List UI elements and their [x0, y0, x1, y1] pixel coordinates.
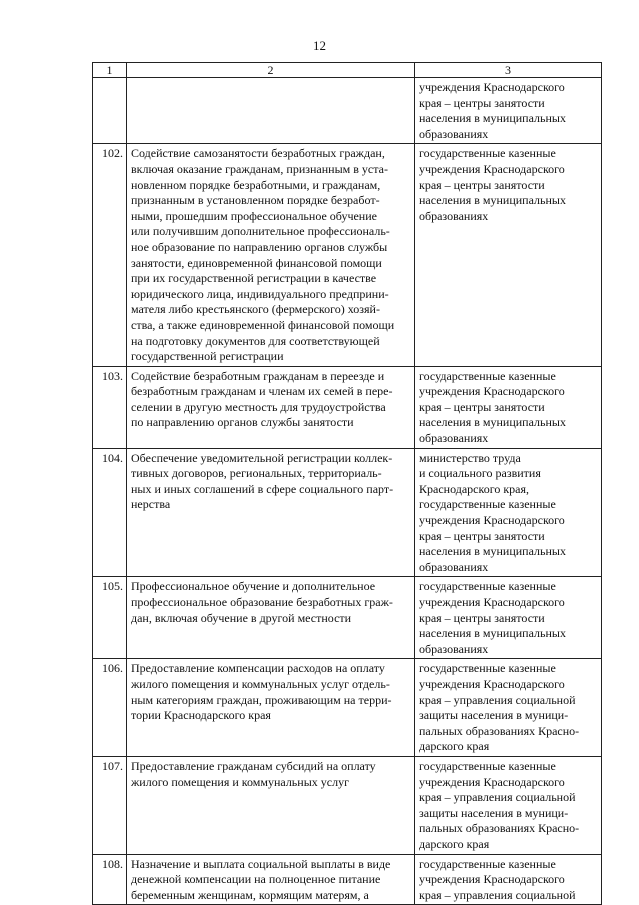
responsible-agency: государственные казенные учреждения Краснодарского края – центры занятости населения в муниципальных образованиях [415, 577, 602, 659]
row-number: 108. [93, 854, 127, 905]
responsible-agency: министерство труда и социального развития Краснодарского края, государственные казенные учреждения Краснодарского края – центры занятости населения в муниципальных образованиях [415, 448, 602, 577]
table-row [93, 78, 602, 144]
responsible-agency: государственные казенные учреждения Краснодарского края – управления социальной [415, 854, 602, 905]
header-col-1: 1 [93, 63, 127, 78]
table-row [93, 854, 602, 905]
row-number [93, 78, 127, 144]
service-description: Предоставление компенсации расходов на оплату жилого помещения и коммунальных услуг отдель- ным категориям граждан, проживающим на терри- тории Краснодарского края [127, 659, 415, 757]
row-number: 105. [93, 577, 127, 659]
table-row [93, 577, 602, 659]
page-number: 12 [313, 38, 326, 53]
responsible-agency: учреждения Краснодарского края – центры занятости населения в муниципальных образованиях [415, 78, 602, 144]
row-number: 102. [93, 144, 127, 366]
responsible-agency: государственные казенные учреждения Краснодарского края – центры занятости населения в муниципальных образованиях [415, 144, 602, 366]
service-description [127, 78, 415, 144]
table-row [93, 366, 602, 448]
header-col-3: 3 [415, 63, 602, 78]
service-description: Предоставление гражданам субсидий на оплату жилого помещения и коммунальных услуг [127, 756, 415, 854]
responsible-agency: государственные казенные учреждения Краснодарского края – управления социальной защиты населения в муници- пальных образованиях Красно- дарского края [415, 659, 602, 757]
row-number: 106. [93, 659, 127, 757]
table-row [93, 448, 602, 577]
table-row [93, 144, 602, 366]
table-row [93, 756, 602, 854]
row-number: 104. [93, 448, 127, 577]
service-description: Содействие самозанятости безработных граждан, включая оказание гражданам, признанным в уста- новленном порядке безработными, и гражданам, признанным в установленном порядке безработ- ными, прошедшим профессиональное обучение или получившим дополнительное профессиональ- ное образование по направлению органов службы занятости, единовременной финансовой помощи при их государственной регистрации в качестве юридического лица, индивидуального предприни- мателя либо крестьянского (фермерского) хозяй- ства, а также единовременной финансовой помощи на подготовку документов для соответствующей государственной регистрации [127, 144, 415, 366]
row-number: 103. [93, 366, 127, 448]
responsible-agency: государственные казенные учреждения Краснодарского края – центры занятости населения в муниципальных образованиях [415, 366, 602, 448]
table-header-row [93, 63, 602, 78]
service-description: Назначение и выплата социальной выплаты в виде денежной компенсации на полноценное питание беременным женщинам, кормящим матерям, а [127, 854, 415, 905]
services-table [92, 62, 602, 905]
service-description: Профессиональное обучение и дополнительное профессиональное образование безработных граж- дан, включая обучение в другой местности [127, 577, 415, 659]
header-col-2: 2 [127, 63, 415, 78]
table-row [93, 659, 602, 757]
row-number: 107. [93, 756, 127, 854]
service-description: Обеспечение уведомительной регистрации коллек- тивных договоров, региональных, территориаль- ных и иных соглашений в сфере социального парт- нерства [127, 448, 415, 577]
service-description: Содействие безработным гражданам в переезде и безработным гражданам и членам их семей в пере- селении в другую местность для трудоустройства по направлению органов службы занятости [127, 366, 415, 448]
responsible-agency: государственные казенные учреждения Краснодарского края – управления социальной защиты населения в муници- пальных образованиях Красно- дарского края [415, 756, 602, 854]
